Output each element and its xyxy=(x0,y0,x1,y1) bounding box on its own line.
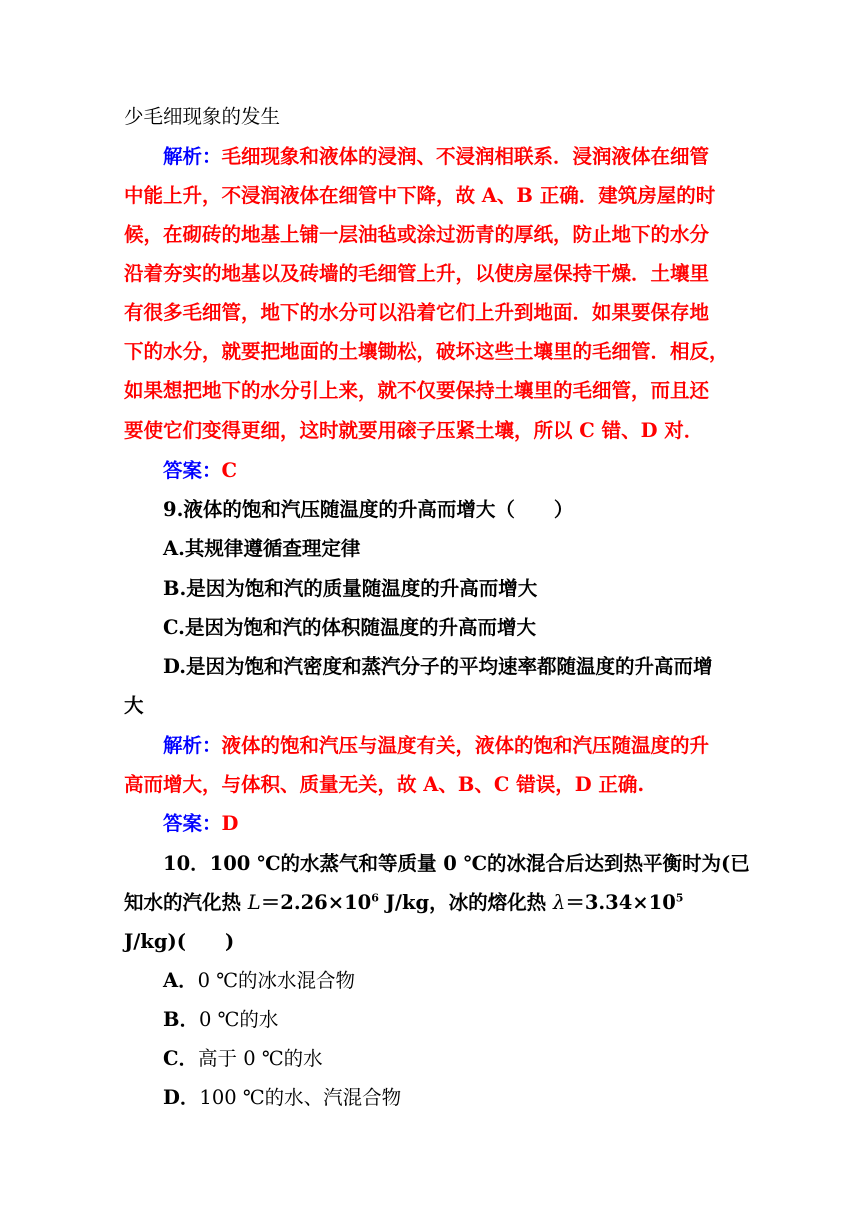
analysis-text: 毛细现象和液体的浸润、不浸润相联系．浸润液体在细管 xyxy=(221,145,710,168)
analysis-text: 有很多毛细管，地下的水分可以沿着它们上升到地面．如果要保存地 xyxy=(124,301,710,324)
analysis-1-line-8 xyxy=(124,418,703,444)
question-10-option-a xyxy=(163,968,355,994)
analysis-label: 解析： xyxy=(163,145,222,168)
question-10-option-c xyxy=(163,1046,323,1072)
analysis-text: 候，在砌砖的地基上铺一层油毡或涂过沥青的厚纸，防止地下的水分 xyxy=(124,223,710,246)
analysis-text: 液体的饱和汽压与温度有关，液体的饱和汽压随温度的升 xyxy=(221,734,710,757)
analysis-1-line-3 xyxy=(124,222,709,248)
question-10-option-b xyxy=(163,1007,278,1033)
analysis-2-line-2 xyxy=(124,772,644,798)
option-text: 高于 0 ℃的水 xyxy=(198,1047,323,1070)
analysis-text: 要使它们变得更细，这时就要用磙子压紧土壤，所以 C 错、D 对． xyxy=(124,419,704,442)
option-text: A.其规律遵循查理定律 xyxy=(163,537,361,560)
analysis-1-line-5 xyxy=(124,300,709,326)
option-label: B． xyxy=(163,1008,199,1031)
analysis-1-line-4 xyxy=(124,261,709,287)
option-label: A． xyxy=(163,969,198,992)
answer-label: 答案： xyxy=(163,459,222,482)
option-text: B.是因为饱和汽的质量随温度的升高而增大 xyxy=(163,577,538,600)
analysis-2-line-1 xyxy=(163,733,709,759)
analysis-text: 沿着夯实的地基以及砖墙的毛细管上升，以使房屋保持干燥．土壤里 xyxy=(124,262,710,285)
question-9-option-b xyxy=(163,576,537,602)
option-label: D． xyxy=(163,1086,200,1109)
option-text: 100 ℃的水、汽混合物 xyxy=(199,1086,402,1109)
option-label: C． xyxy=(163,1047,199,1070)
question-text: ＝2.26×10 xyxy=(260,891,372,914)
answer-2 xyxy=(163,811,238,837)
question-10-line-1 xyxy=(163,851,750,877)
analysis-1-line-2 xyxy=(124,183,715,209)
question-9-option-d-line-1 xyxy=(163,654,713,680)
answer-label: 答案： xyxy=(163,812,222,835)
analysis-1-line-1 xyxy=(163,144,709,170)
analysis-1-line-7 xyxy=(124,378,709,404)
question-text: J/kg)( ) xyxy=(124,930,235,953)
analysis-text: 中能上升，不浸润液体在细管中下降，故 A、B 正确．建筑房屋的时 xyxy=(124,184,716,207)
question-text: 9.液体的饱和汽压随温度的升高而增大（ ） xyxy=(163,498,574,521)
question-9-stem xyxy=(163,497,573,523)
question-text: ＝3.34×10 xyxy=(565,891,676,914)
exponent: 5 xyxy=(675,891,684,905)
analysis-text: 如果想把地下的水分引上来，就不仅要保持土壤里的毛细管，而且还 xyxy=(124,379,710,402)
text-line-continuation xyxy=(124,104,280,130)
option-text: 0 ℃的冰水混合物 xyxy=(197,969,356,992)
exponent: 6 xyxy=(371,891,379,905)
question-9-option-c xyxy=(163,615,536,641)
question-9-option-d-line-2 xyxy=(124,693,144,719)
question-text: 10．100 ℃的水蒸气和等质量 0 ℃的冰混合后达到热平衡时为(已 xyxy=(163,852,750,875)
analysis-text: 高而增大，与体积、质量无关，故 A、B、C 错误，D 正确. xyxy=(124,773,645,796)
analysis-1-line-6 xyxy=(124,339,729,365)
option-text: D.是因为饱和汽密度和蒸汽分子的平均速率都随温度的升高而增 xyxy=(163,655,713,678)
option-text: 0 ℃的水 xyxy=(198,1008,279,1031)
question-text: 知水的汽化热 xyxy=(124,891,248,914)
question-10-line-3 xyxy=(124,929,234,955)
question-10-option-d xyxy=(163,1085,401,1111)
text-span: 少毛细现象的发生 xyxy=(124,105,281,128)
question-10-line-2 xyxy=(124,890,683,916)
answer-value: C xyxy=(221,459,238,482)
analysis-text: 下的水分，就要把地面的土壤锄松，破坏这些土壤里的毛细管．相反， xyxy=(124,340,729,363)
symbol-L: L xyxy=(247,891,261,914)
question-text: J/kg，冰的熔化热 xyxy=(378,891,553,914)
option-text: C.是因为饱和汽的体积随温度的升高而增大 xyxy=(163,616,536,639)
analysis-label: 解析： xyxy=(163,734,222,757)
answer-value: D xyxy=(221,812,239,835)
symbol-lambda: λ xyxy=(552,891,566,914)
answer-1 xyxy=(163,458,237,484)
option-text: 大 xyxy=(124,694,144,717)
question-9-option-a xyxy=(163,536,360,562)
